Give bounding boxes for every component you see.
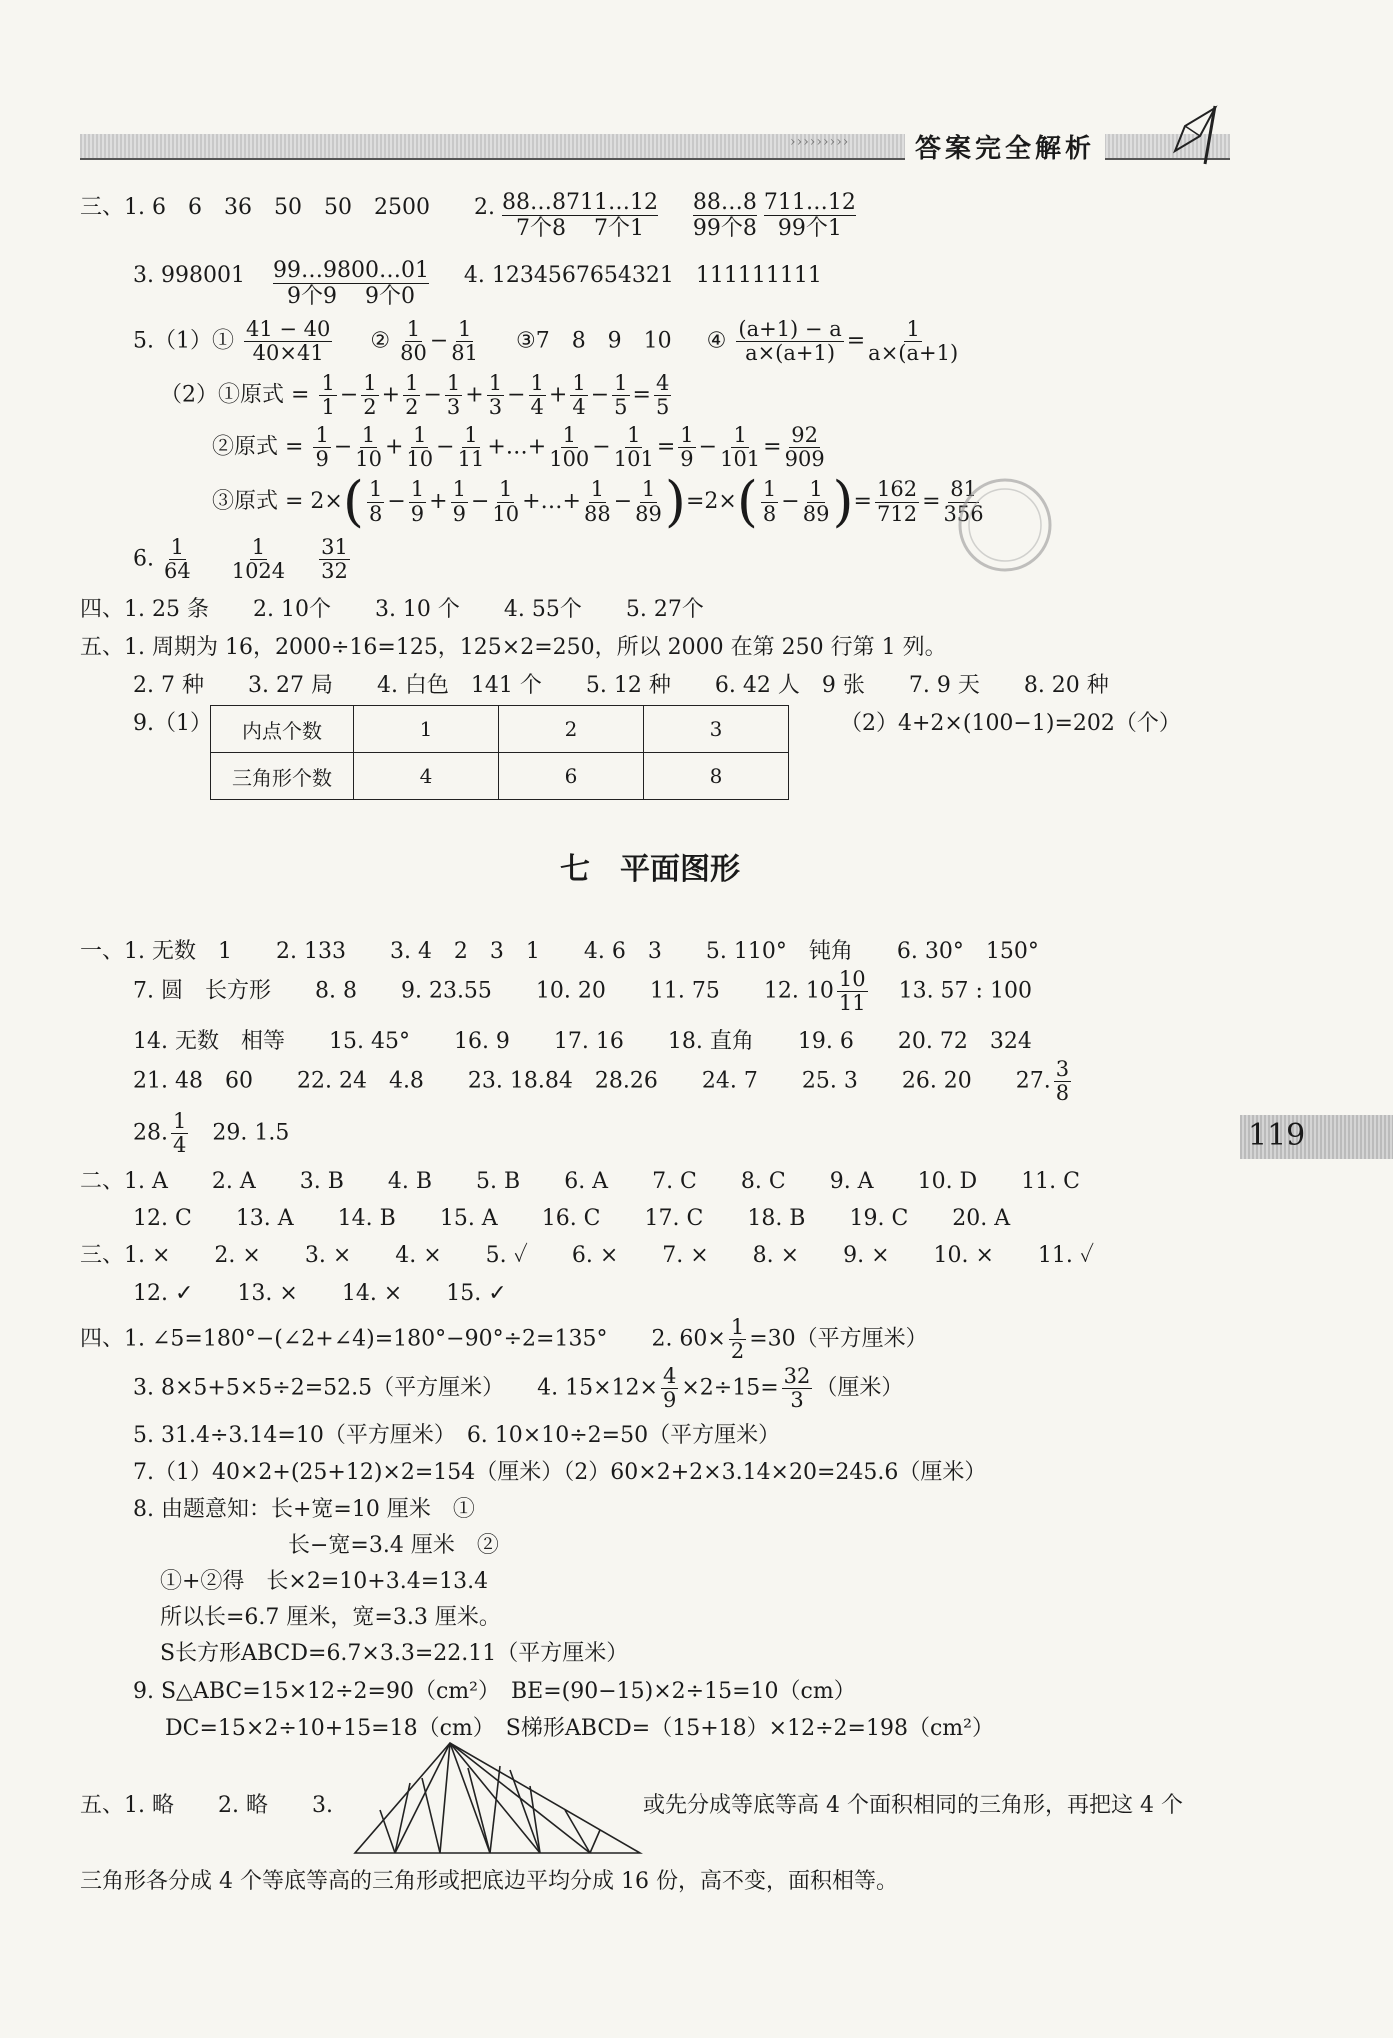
s6-q5-2-1: （2）①原式 = $\frac{1}{1}$ − $\frac{1}{2}$ + $\frac{1}{2}$ − $\frac{1}{3}$ + $\frac{1}{3}$ − $\frac{1}{4}$ + $\frac{1}{4}$ − $\frac{1}{5}$ = $\frac{4}{5}$ [160,371,670,420]
s7-part2-2: 12. C 13. A 14. B 15. A 16. C 17. C 18. B 19. C 20. A [133,1206,1011,1231]
s7-part3-1: 三、1. × 2. × 3. × 4. × 5. ✓ 6. × 7. × 8. × 9. × 10. × 11. ✓ [80,1243,1095,1268]
s7-part1-4: 21. 48 60 22. 24 4.8 23. 18.84 28.26 24. 7 25. 3 26. 20 27. $\frac{3}{8}$ [133,1057,1070,1106]
s6-line-2: 3. 998001 99…98 9个9 00…01 9个0 4. 1234567654321 111111111 [133,258,822,310]
s7-part4-2: 3. 8×5+5×5÷2=52.5（平方厘米） 4. 15×12× $\frac{4}{9}$ ×2÷15= $\frac{32}{3}$ （厘米） [133,1364,904,1413]
s7-part4-4: 7.（1）40×2+(25+12)×2=154（厘米）（2）60×2+2×3.14×20=245.6（厘米） [133,1460,987,1485]
header-title: 答案完全解析 [905,128,1105,165]
s6-part4: 四、1. 25 条 2. 10个 3. 10 个 4. 55个 5. 27个 [80,597,704,622]
table-row [211,753,789,800]
s6-q5-2-2: ②原式 = $\frac{1}{9}$ − $\frac{1}{10}$ + $\frac{1}{10}$ − $\frac{1}{11}$ +…+ $\frac{1}{100}$ − $\frac{1}{101}$ = $\frac{1}{9}$ − $\frac{1}{101}$ = $\frac{92}{909}$ [212,423,825,472]
table-header: 三角形个数 [211,753,354,800]
table-header: 内点个数 [211,706,354,753]
stamp-watermark [935,470,1075,580]
s7-part1-1: 一、1. 无数 1 2. 133 3. 4 2 3 1 4. 6 3 5. 110° 钝角 6. 30° 150° [80,939,1039,964]
table-cell: 6 [499,753,644,800]
s7-part4-1: 四、1. ∠5=180°−(∠2+∠4)=180°−90°÷2=135° 2. 60× $\frac{1}{2}$ =30（平方厘米） [80,1315,928,1364]
s7-part1-5: 28. $\frac{1}{4}$ 29. 1.5 [133,1109,290,1158]
page-number: 119 [1248,1118,1306,1153]
table-cell: 2 [499,706,644,753]
section-title: 七 平面图形 [560,852,740,887]
s6-part5-2: 2. 7 种 3. 27 局 4. 白色 141 个 5. 12 种 6. 42 人 9 张 7. 9 天 8. 20 种 [133,673,1109,698]
s7-part4-8: 所以长=6.7 厘米，宽=3.3 厘米。 [160,1605,501,1630]
table-row [211,706,789,753]
s6-q6: 6. $\frac{1}{64}$ $\frac{1}{1024}$ $\frac{31}{32}$ [133,535,348,584]
s7-part4-10: 9. S△ABC=15×12÷2=90（cm²） BE=(90−15)×2÷15=10（cm） [133,1679,856,1704]
s7-part4-5: 8. 由题意知：长+宽=10 厘米 ① [133,1497,475,1522]
s7-part4-6: 长−宽=3.4 厘米 ② [288,1533,499,1558]
s7-part2-1: 二、1. A 2. A 3. B 4. B 5. B 6. A 7. C 8. C 9. A 10. D 11. C [80,1169,1081,1194]
s6-part5-9: 9.（1） [133,711,212,736]
table-cell: 4 [354,753,499,800]
table-cell: 8 [644,753,789,800]
s7-part5-2: 三角形各分成 4 个等底等高的三角形或把底边平均分成 16 份，高不变，面积相等。 [80,1869,898,1894]
s6-line-1: 三、1. 6 6 36 50 50 2500 2. 88…87 7个8 11…12 7个1 88…8 99个8 711…12 99个1 [80,190,856,242]
s7-part3-2: 12. ✓ 13. × 14. × 15. ✓ [133,1281,507,1306]
s6-q5-2-3: ③原式 = 2×( $\frac{1}{8}$ − $\frac{1}{9}$ + $\frac{1}{9}$ − $\frac{1}{10}$ +…+ $\frac{1}{88}$ − $\frac{1}{89}$ )=2×( $\frac{1}{8}$ − $\frac{1}{89}$ )= $\frac{162}{712}$ = $\frac{81}{356}$ [212,470,984,533]
s7-part4-9: S长方形ABCD=6.7×3.3=22.11（平方厘米） [160,1641,629,1666]
table-cell: 3 [644,706,789,753]
s7-part5-1b: 或先分成等底等高 4 个面积相同的三角形，再把这 4 个 [643,1793,1183,1818]
triangle-division-diagram [350,1738,650,1860]
s7-part4-11: DC=15×2÷10+15=18（cm） S梯形ABCD=（15+18）×12÷2=198（cm²） [165,1716,994,1741]
s7-part1-3: 14. 无数 相等 15. 45° 16. 9 17. 16 18. 直角 19. 6 20. 72 324 [133,1029,1032,1054]
points-table [210,705,789,800]
s7-part1-2: 7. 圆 长方形 8. 8 9. 23.55 10. 20 11. 75 12. 10 $\frac{10}{11}$ 13. 57 : 100 [133,967,1032,1016]
flag-icon [1165,96,1235,166]
s7-part4-7: ①+②得 长×2=10+3.4=13.4 [160,1569,489,1594]
s7-part5-1: 五、1. 略 2. 略 3. [80,1793,333,1818]
table-cell: 1 [354,706,499,753]
s7-part4-3: 5. 31.4÷3.14=10（平方厘米） 6. 10×10÷2=50（平方厘米） [133,1423,781,1448]
header-chevrons: ››››››››› [790,134,850,150]
s6-part5-9b: （2）4+2×(100−1)=202（个） [840,711,1181,736]
s6-part5-1: 五、1. 周期为 16，2000÷16=125，125×2=250，所以 2000 在第 250 行第 1 列。 [80,635,947,660]
s6-q5-line-1: 5.（1）① $\frac{41 - 40}{40\times 41}$ ② $\frac{1}{80}$ − $\frac{1}{81}$ ③7 8 9 10 ④ $\frac{(a+1) - a}{a\times(a+1)}$ = $\frac{1}{a\times(a+1)}$ [133,317,959,366]
